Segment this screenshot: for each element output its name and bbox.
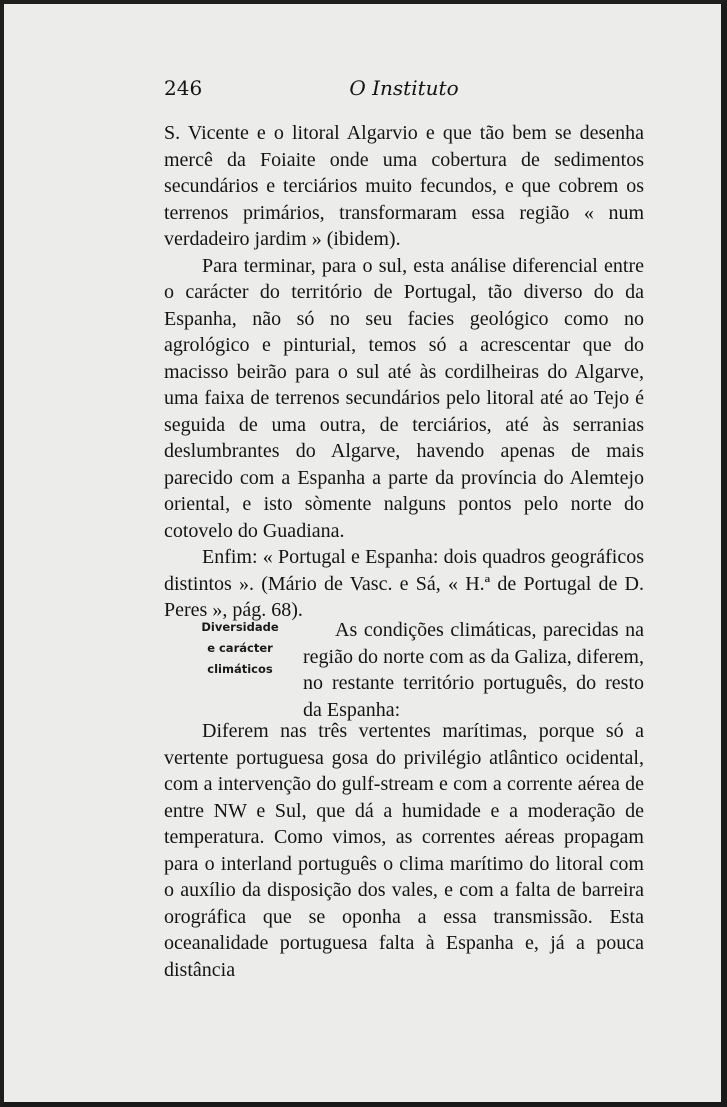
margin-heading-line: climáticos — [207, 662, 273, 676]
text-block-bottom — [164, 718, 644, 983]
margin-heading-line: e carácter — [207, 641, 273, 655]
margin-heading — [200, 617, 280, 680]
margin-heading-line: Diversidade — [201, 620, 279, 634]
running-title: O Instituto — [349, 76, 459, 100]
paragraph-analysis: Para terminar, para o sul, esta análise diferencial entre o carácter do território de Portugal, tão diverso do da Espanha, não só no seu facies geológico como no agrológico e pinturial, temos só a acrescentar que do macisso beirão para o sul até às cordilheiras do Algarve, uma faixa de terrenos secundários pelo litoral até ao Tejo é seguida de uma outra, de terciários, até às serranias deslumbrantes do Algarve, havendo apenas de mais parecido com a Espanha a parte da província do Alemtejo oriental, e isto sòmente nalguns pontos pelo norte do cotovelo do Guadiana. — [164, 254, 644, 542]
text-block-top — [164, 120, 644, 624]
paragraph-section-opening: As condições climáticas, parecidas na região do norte com as da Galiza, diferem, no restante território português, do resto da Espanha: — [303, 619, 644, 721]
running-head — [164, 76, 644, 106]
paragraph-conclusion: Enfim: « Portugal e Espanha: dois quadros geográficos distintos ». (Mário de Vasc. e Sá, « H.ª de Portugal de D. Peres », pág. 68). — [164, 546, 644, 621]
page-number: 246 — [164, 76, 203, 100]
paragraph-continuation: S. Vicente e o litoral Algarvio e que tão bem se desenha mercê da Foiaite onde uma cobertura de sedimentos secundários e terciários muito fecundos, e que cobrem os terrenos primários, transformaram essa região « num verdadeiro jardim » (ibidem). — [164, 122, 644, 250]
paragraph-climate: Diferem nas três vertentes marítimas, porque só a vertente portuguesa gosa do privilégio atlântico ocidental, com a intervenção do gulf-stream e com a corrente aérea de entre NW e Sul, que dá a humidade e a moderação de temperatura. Como vimos, as correntes aéreas propagam para o interland português o clima marítimo do litoral com o auxílio da disposição dos vales, e com a falta de barreira orográfica que se oponha a essa transmissão. Esta oceanalidade portuguesa falta à Espanha e, já a pouca distância — [164, 720, 644, 981]
